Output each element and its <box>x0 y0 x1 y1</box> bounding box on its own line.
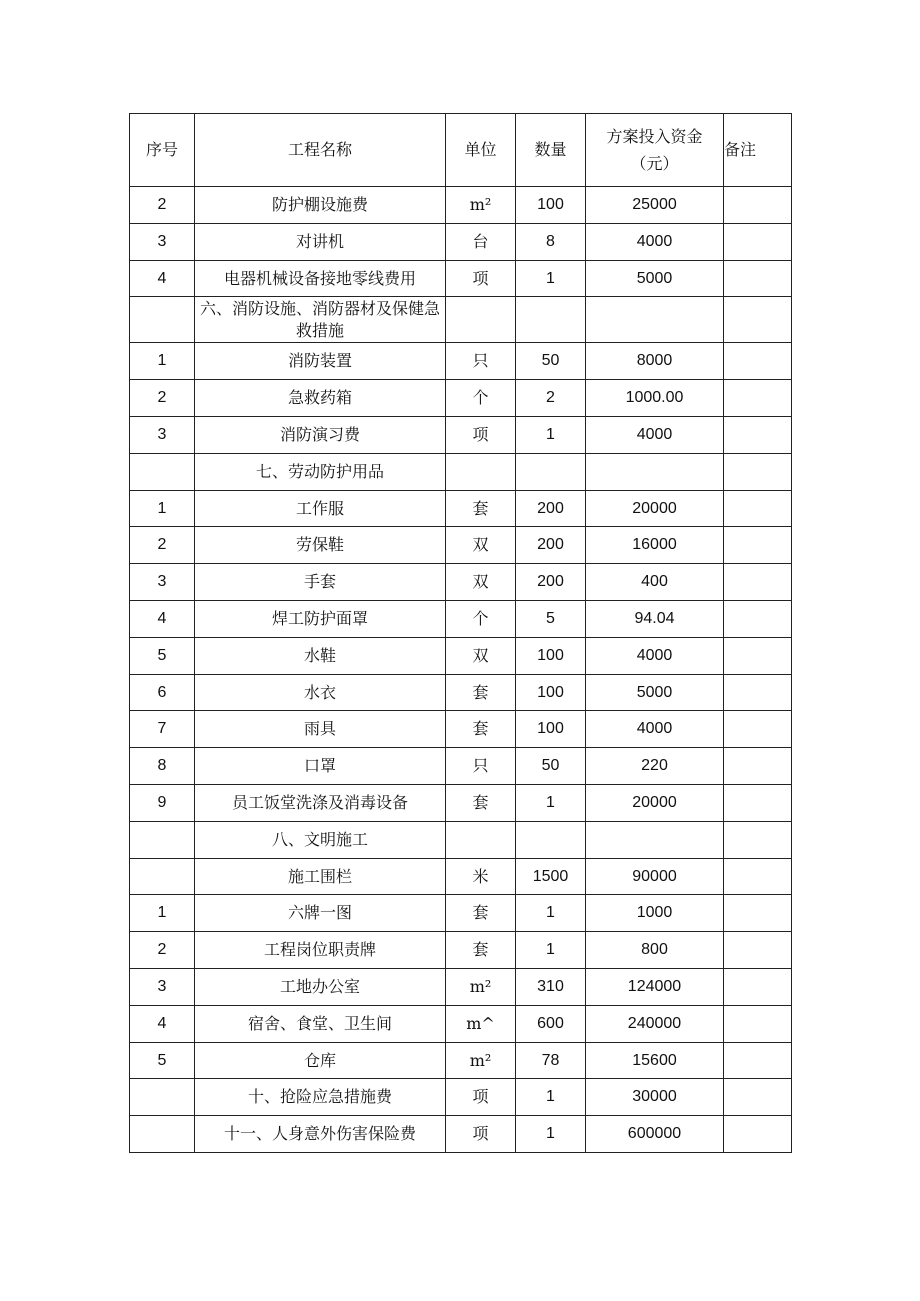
table-row <box>130 1116 792 1153</box>
cell-unit: 只 <box>446 343 516 380</box>
cell-unit: m² <box>446 968 516 1005</box>
cell-seq: 9 <box>130 784 195 821</box>
cell-note <box>724 527 792 564</box>
cell-seq: 3 <box>130 968 195 1005</box>
cell-seq: 7 <box>130 711 195 748</box>
cell-seq: 1 <box>130 490 195 527</box>
table-row <box>130 416 792 453</box>
cell-amount: 220 <box>586 748 724 785</box>
cell-qty: 50 <box>516 748 586 785</box>
cell-qty: 100 <box>516 637 586 674</box>
cell-note <box>724 416 792 453</box>
cell-qty <box>516 453 586 490</box>
cell-name: 急救药箱 <box>195 380 446 417</box>
cell-name: 水衣 <box>195 674 446 711</box>
cell-qty: 1 <box>516 895 586 932</box>
table-row <box>130 527 792 564</box>
table-row <box>130 1005 792 1042</box>
cell-note <box>724 490 792 527</box>
cell-qty: 5 <box>516 600 586 637</box>
table-row <box>130 1079 792 1116</box>
cell-seq: 4 <box>130 260 195 297</box>
cell-name: 八、文明施工 <box>195 821 446 858</box>
cell-amount: 8000 <box>586 343 724 380</box>
table-row <box>130 600 792 637</box>
cell-seq: 2 <box>130 187 195 224</box>
cell-qty: 1 <box>516 784 586 821</box>
cell-seq <box>130 453 195 490</box>
cell-amount: 800 <box>586 932 724 969</box>
cell-note <box>724 260 792 297</box>
cell-note <box>724 600 792 637</box>
table-row <box>130 784 792 821</box>
table-row <box>130 637 792 674</box>
cell-qty: 1 <box>516 1116 586 1153</box>
cell-amount: 400 <box>586 564 724 601</box>
cell-unit: 套 <box>446 490 516 527</box>
cell-unit: 套 <box>446 784 516 821</box>
cell-amount: 5000 <box>586 260 724 297</box>
cell-qty: 200 <box>516 527 586 564</box>
cell-unit <box>446 821 516 858</box>
cell-amount: 5000 <box>586 674 724 711</box>
cell-amount: 4000 <box>586 637 724 674</box>
table-row <box>130 1042 792 1079</box>
table-row <box>130 711 792 748</box>
cell-qty <box>516 297 586 343</box>
cell-note <box>724 453 792 490</box>
table-row <box>130 858 792 895</box>
header-qty: 数量 <box>516 114 586 187</box>
cell-name: 十一、人身意外伤害保险费 <box>195 1116 446 1153</box>
cell-amount: 4000 <box>586 416 724 453</box>
cell-name: 仓库 <box>195 1042 446 1079</box>
table-row <box>130 748 792 785</box>
cell-note <box>724 1079 792 1116</box>
cell-amount <box>586 821 724 858</box>
cell-note <box>724 1042 792 1079</box>
cell-unit: 项 <box>446 1079 516 1116</box>
header-amount-label: 方案投入资金 <box>606 126 703 146</box>
cell-unit: 套 <box>446 711 516 748</box>
cell-name: 宿舍、食堂、卫生间 <box>195 1005 446 1042</box>
cell-seq <box>130 1116 195 1153</box>
cell-note <box>724 223 792 260</box>
cell-note <box>724 711 792 748</box>
cell-name: 雨具 <box>195 711 446 748</box>
cell-name: 焊工防护面罩 <box>195 600 446 637</box>
cell-seq <box>130 821 195 858</box>
table-row <box>130 564 792 601</box>
cell-qty: 78 <box>516 1042 586 1079</box>
cell-qty: 600 <box>516 1005 586 1042</box>
cell-note <box>724 674 792 711</box>
cell-seq: 4 <box>130 1005 195 1042</box>
cell-note <box>724 932 792 969</box>
cell-amount: 30000 <box>586 1079 724 1116</box>
cell-amount: 1000.00 <box>586 380 724 417</box>
cell-name: 手套 <box>195 564 446 601</box>
cell-note <box>724 380 792 417</box>
cell-qty: 1 <box>516 1079 586 1116</box>
cell-name: 六牌一图 <box>195 895 446 932</box>
header-unit: 单位 <box>446 114 516 187</box>
cell-note <box>724 1116 792 1153</box>
cell-name: 劳保鞋 <box>195 527 446 564</box>
cell-seq <box>130 297 195 343</box>
cell-amount: 25000 <box>586 187 724 224</box>
cell-qty: 100 <box>516 187 586 224</box>
cell-amount: 124000 <box>586 968 724 1005</box>
table-row <box>130 187 792 224</box>
table-row <box>130 895 792 932</box>
cell-note <box>724 968 792 1005</box>
cell-unit: m² <box>446 1042 516 1079</box>
header-amount <box>586 114 724 187</box>
cell-note <box>724 895 792 932</box>
table-row <box>130 674 792 711</box>
cell-note <box>724 748 792 785</box>
cell-qty: 1500 <box>516 858 586 895</box>
cell-amount: 90000 <box>586 858 724 895</box>
cell-name: 水鞋 <box>195 637 446 674</box>
cell-name: 口罩 <box>195 748 446 785</box>
cell-seq: 1 <box>130 343 195 380</box>
cell-unit: 项 <box>446 416 516 453</box>
header-seq: 序号 <box>130 114 195 187</box>
cell-unit <box>446 297 516 343</box>
cell-unit: 双 <box>446 564 516 601</box>
cell-amount: 1000 <box>586 895 724 932</box>
cell-qty: 200 <box>516 490 586 527</box>
cell-unit: 只 <box>446 748 516 785</box>
cell-qty: 100 <box>516 674 586 711</box>
cell-unit <box>446 453 516 490</box>
cell-amount: 15600 <box>586 1042 724 1079</box>
cell-amount <box>586 453 724 490</box>
cell-qty: 1 <box>516 416 586 453</box>
cost-table <box>129 113 792 1153</box>
cell-unit: 套 <box>446 674 516 711</box>
cell-seq: 3 <box>130 416 195 453</box>
cell-unit: 双 <box>446 527 516 564</box>
header-amount-unit: （元） <box>630 154 679 173</box>
cell-amount: 20000 <box>586 490 724 527</box>
header-note: 备注 <box>724 114 792 187</box>
table-row <box>130 260 792 297</box>
cell-note <box>724 858 792 895</box>
cell-amount: 94.04 <box>586 600 724 637</box>
cell-amount: 240000 <box>586 1005 724 1042</box>
cell-amount: 4000 <box>586 223 724 260</box>
cell-seq: 4 <box>130 600 195 637</box>
cell-name: 六、消防设施、消防器材及保健急救措施 <box>195 297 446 343</box>
cell-seq: 2 <box>130 527 195 564</box>
cell-seq: 1 <box>130 895 195 932</box>
cell-note <box>724 343 792 380</box>
cell-qty: 2 <box>516 380 586 417</box>
cell-name: 电器机械设备接地零线费用 <box>195 260 446 297</box>
cell-name: 工程岗位职责牌 <box>195 932 446 969</box>
cell-qty: 8 <box>516 223 586 260</box>
cell-seq: 2 <box>130 380 195 417</box>
cell-seq: 5 <box>130 1042 195 1079</box>
cell-seq: 5 <box>130 637 195 674</box>
cell-unit: m² <box>446 187 516 224</box>
cell-qty: 100 <box>516 711 586 748</box>
cell-unit: 套 <box>446 895 516 932</box>
cell-seq <box>130 858 195 895</box>
cell-unit: 米 <box>446 858 516 895</box>
cell-seq: 8 <box>130 748 195 785</box>
cell-unit: 项 <box>446 1116 516 1153</box>
cell-name: 十、抢险应急措施费 <box>195 1079 446 1116</box>
cell-seq <box>130 1079 195 1116</box>
table-row <box>130 380 792 417</box>
cell-unit: 个 <box>446 380 516 417</box>
cell-qty: 50 <box>516 343 586 380</box>
cell-seq: 2 <box>130 932 195 969</box>
cell-unit: 个 <box>446 600 516 637</box>
cell-name: 对讲机 <box>195 223 446 260</box>
table-row <box>130 453 792 490</box>
cell-note <box>724 784 792 821</box>
cell-qty: 1 <box>516 932 586 969</box>
header-name: 工程名称 <box>195 114 446 187</box>
cell-name: 施工围栏 <box>195 858 446 895</box>
cell-note <box>724 297 792 343</box>
cell-name: 工作服 <box>195 490 446 527</box>
cell-note <box>724 1005 792 1042</box>
cell-amount <box>586 297 724 343</box>
table-row <box>130 821 792 858</box>
cell-seq: 3 <box>130 223 195 260</box>
cell-name: 工地办公室 <box>195 968 446 1005</box>
cell-note <box>724 637 792 674</box>
cell-unit: 套 <box>446 932 516 969</box>
cell-name: 七、劳动防护用品 <box>195 453 446 490</box>
cell-note <box>724 564 792 601</box>
cell-qty <box>516 821 586 858</box>
cell-name: 消防演习费 <box>195 416 446 453</box>
table-row <box>130 223 792 260</box>
cell-amount: 600000 <box>586 1116 724 1153</box>
table-row <box>130 932 792 969</box>
cell-amount: 4000 <box>586 711 724 748</box>
cell-qty: 1 <box>516 260 586 297</box>
cell-note <box>724 187 792 224</box>
cell-unit: 项 <box>446 260 516 297</box>
table-row <box>130 490 792 527</box>
cell-unit: m^ <box>446 1005 516 1042</box>
cell-qty: 200 <box>516 564 586 601</box>
cell-amount: 16000 <box>586 527 724 564</box>
table-row <box>130 343 792 380</box>
cell-name: 消防装置 <box>195 343 446 380</box>
cell-amount: 20000 <box>586 784 724 821</box>
table-row <box>130 297 792 343</box>
cell-unit: 双 <box>446 637 516 674</box>
cell-seq: 3 <box>130 564 195 601</box>
cell-name: 防护棚设施费 <box>195 187 446 224</box>
cell-seq: 6 <box>130 674 195 711</box>
header-row <box>130 114 792 187</box>
cell-name: 员工饭堂洗涤及消毒设备 <box>195 784 446 821</box>
cell-qty: 310 <box>516 968 586 1005</box>
table-row <box>130 968 792 1005</box>
cell-unit: 台 <box>446 223 516 260</box>
cell-note <box>724 821 792 858</box>
